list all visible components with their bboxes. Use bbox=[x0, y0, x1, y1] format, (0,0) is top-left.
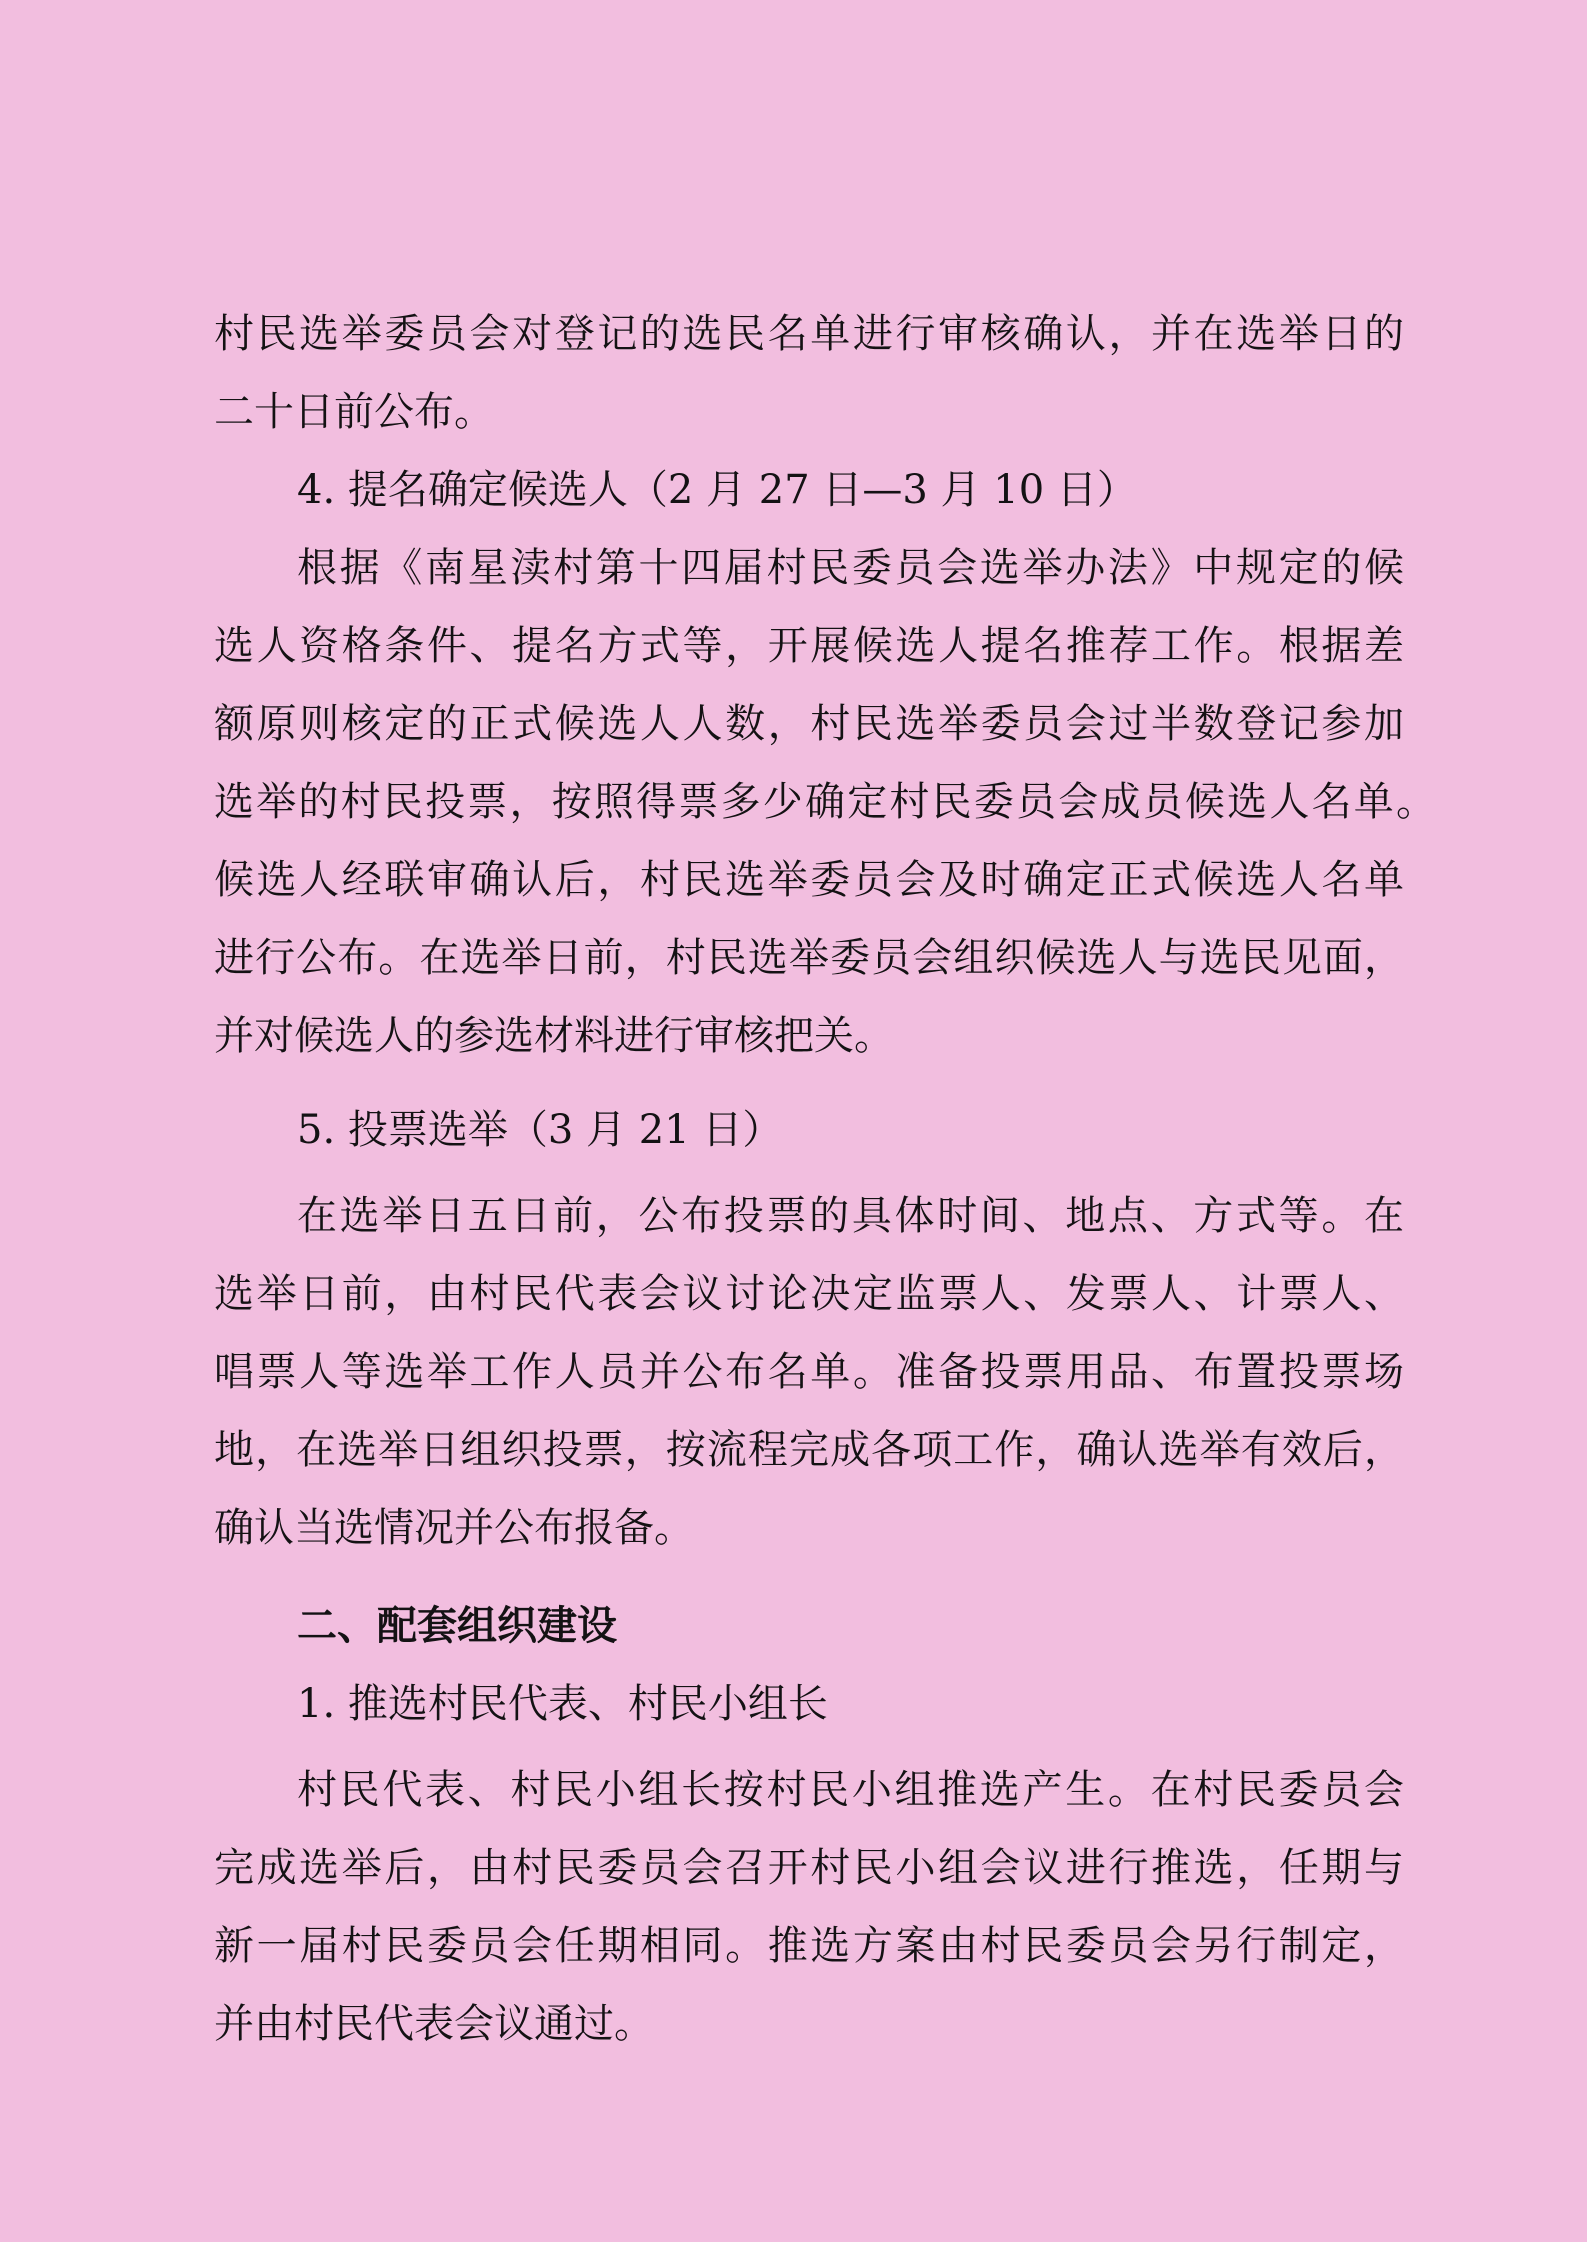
paragraph-line: 唱票人等选举工作人员并公布名单。准备投票用品、布置投票场 bbox=[214, 1349, 1404, 1395]
paragraph-line: 村民代表、村民小组长按村民小组推选产生。在村民委员会 bbox=[297, 1767, 1404, 1813]
paragraph-line: 选人资格条件、提名方式等，开展候选人提名推荐工作。根据差 bbox=[214, 623, 1404, 669]
paragraph-line: 村民选举委员会对登记的选民名单进行审核确认，并在选举日的 bbox=[214, 311, 1404, 357]
paragraph-line: 进行公布。在选举日前，村民选举委员会组织候选人与选民见面， bbox=[214, 935, 1404, 981]
paragraph-line: 并由村民代表会议通过。 bbox=[214, 2001, 654, 2047]
section-heading-4: 4. 提名确定候选人（2 月 27 日—3 月 10 日） bbox=[297, 467, 1137, 513]
paragraph-line: 根据《南星渎村第十四届村民委员会选举办法》中规定的候 bbox=[297, 545, 1404, 591]
section-heading-5: 5. 投票选举（3 月 21 日） bbox=[297, 1107, 783, 1153]
paragraph-line: 地，在选举日组织投票，按流程完成各项工作，确认选举有效后， bbox=[214, 1427, 1404, 1473]
chapter-heading: 二、配套组织建设 bbox=[297, 1603, 617, 1649]
section-heading-1: 1. 推选村民代表、村民小组长 bbox=[297, 1681, 828, 1727]
paragraph-line: 在选举日五日前，公布投票的具体时间、地点、方式等。在 bbox=[297, 1193, 1404, 1239]
paragraph-line: 候选人经联审确认后，村民选举委员会及时确定正式候选人名单 bbox=[214, 857, 1404, 903]
paragraph-line: 新一届村民委员会任期相同。推选方案由村民委员会另行制定， bbox=[214, 1923, 1404, 1969]
paragraph-line: 选举的村民投票，按照得票多少确定村民委员会成员候选人名单。 bbox=[214, 779, 1436, 825]
paragraph-line: 二十日前公布。 bbox=[214, 389, 494, 435]
paragraph-line: 选举日前，由村民代表会议讨论决定监票人、发票人、计票人、 bbox=[214, 1271, 1404, 1317]
paragraph-line: 额原则核定的正式候选人人数，村民选举委员会过半数登记参加 bbox=[214, 701, 1404, 747]
paragraph-line: 并对候选人的参选材料进行审核把关。 bbox=[214, 1013, 894, 1059]
paragraph-line: 完成选举后，由村民委员会召开村民小组会议进行推选，任期与 bbox=[214, 1845, 1404, 1891]
paragraph-line: 确认当选情况并公布报备。 bbox=[214, 1505, 694, 1551]
